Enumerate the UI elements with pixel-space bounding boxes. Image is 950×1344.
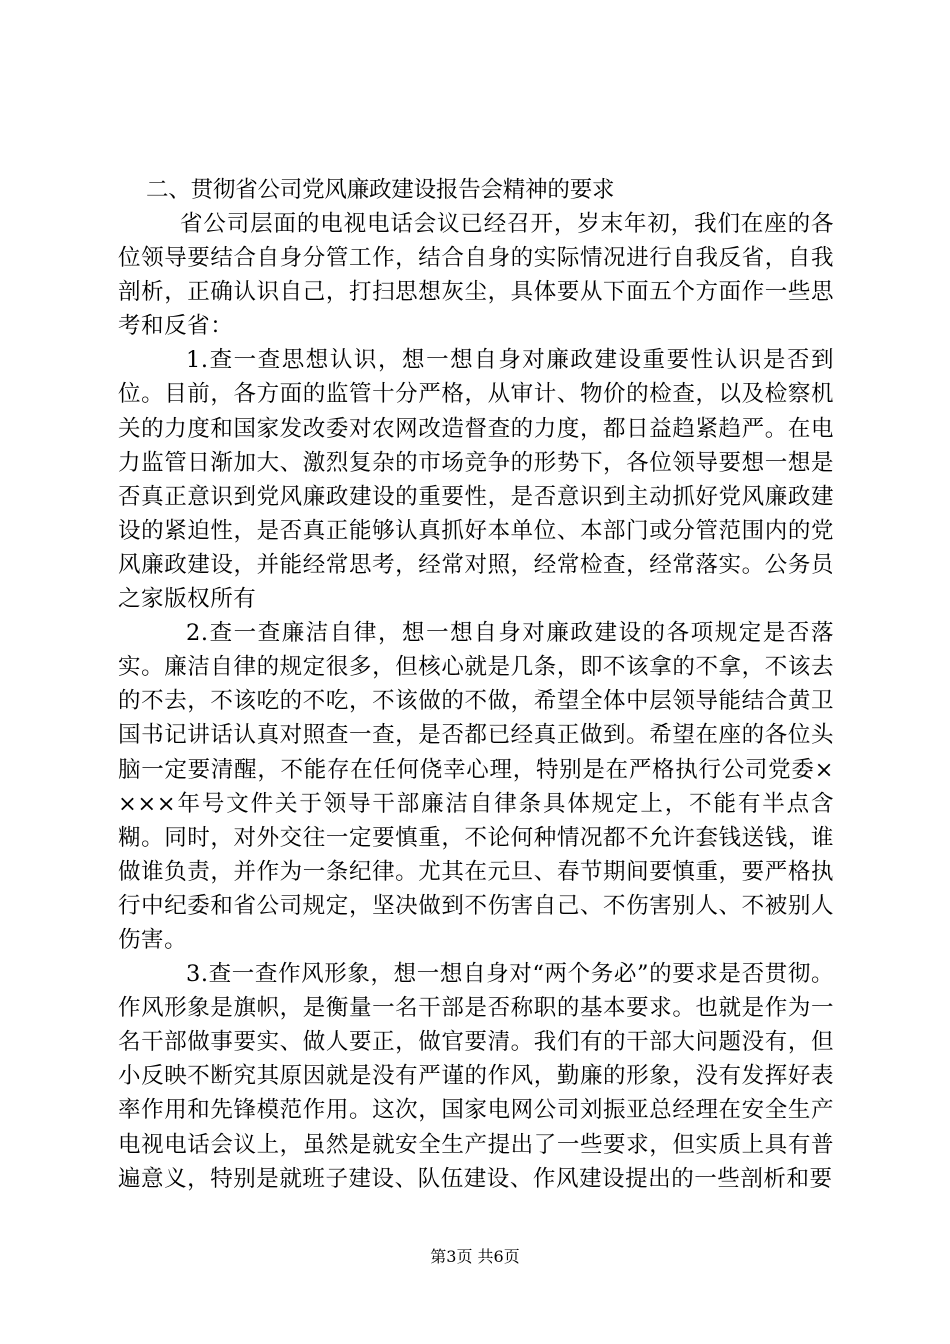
- section-heading: 二、贯彻省公司党风廉政建设报告会精神的要求: [146, 177, 615, 203]
- page-number-footer: 第3页 共6页: [430, 1247, 520, 1266]
- paragraph-item-3: 3.查一查作风形象，想一想自身对“两个务必”的要求是否贯彻。作风形象是旗帜，是衡量一名干部是否称职的基本要求。也就是作为一名干部做事要实、做人要正，做官要清。我们有的干部大问题没有，但小反映不断究其原因就是没有严谨的作风，勤廉的形象，没有发挥好表率作用和先锋模范作用。这次，国家电网公司刘振亚总经理在安全生产电视电话会议上，虽然是就安全生产提出了一些要求，但实质上具有普遍意义，特别是就班子建设、队伍建设、作风建设提出的一些剖析和要: [118, 961, 834, 1192]
- document-body: [118, 173, 834, 1196]
- paragraph-item-2: 2.查一查廉洁自律，想一想自身对廉政建设的各项规定是否落实。廉洁自律的规定很多，但核心就是几条，即不该拿的不拿，不该去的不去，不该吃的不吃，不该做的不做，希望全体中层领导能结合黄卫国书记讲话认真对照查一查，是否都已经真正做到。希望在座的各位头脑一定要清醒，不能存在任何侥幸心理，特别是在严格执行公司党委××××年号文件关于领导干部廉洁自律条具体规定上，不能有半点含糊。同时，对外交往一定要慎重，不论何种情况都不允许套钱送钱，谁做谁负责，并作为一条纪律。尤其在元旦、春节期间要慎重，要严格执行中纪委和省公司规定，坚决做到不伤害自己、不伤害别人、不被别人伤害。: [118, 620, 834, 953]
- paragraph-item-1: 1.查一查思想认识，想一想自身对廉政建设重要性认识是否到位。目前，各方面的监管十分严格，从审计、物价的检查，以及检察机关的力度和国家发改委对农网改造督查的力度，都日益趋紧趋严。在电力监管日渐加大、激烈复杂的市场竞争的形势下，各位领导要想一想是否真正意识到党风廉政建设的重要性，是否意识到主动抓好党风廉政建设的紧迫性，是否真正能够认真抓好本单位、本部门或分管范围内的党风廉政建设，并能经常思考，经常对照，经常检查，经常落实。公务员之家版权所有: [118, 347, 834, 613]
- paragraph-intro: 省公司层面的电视电话会议已经召开，岁末年初，我们在座的各位领导要结合自身分管工作，结合自身的实际情况进行自我反省，自我剖析，正确认识自己，打扫思想灰尘，具体要从下面五个方面作一些思考和反省：: [118, 211, 834, 340]
